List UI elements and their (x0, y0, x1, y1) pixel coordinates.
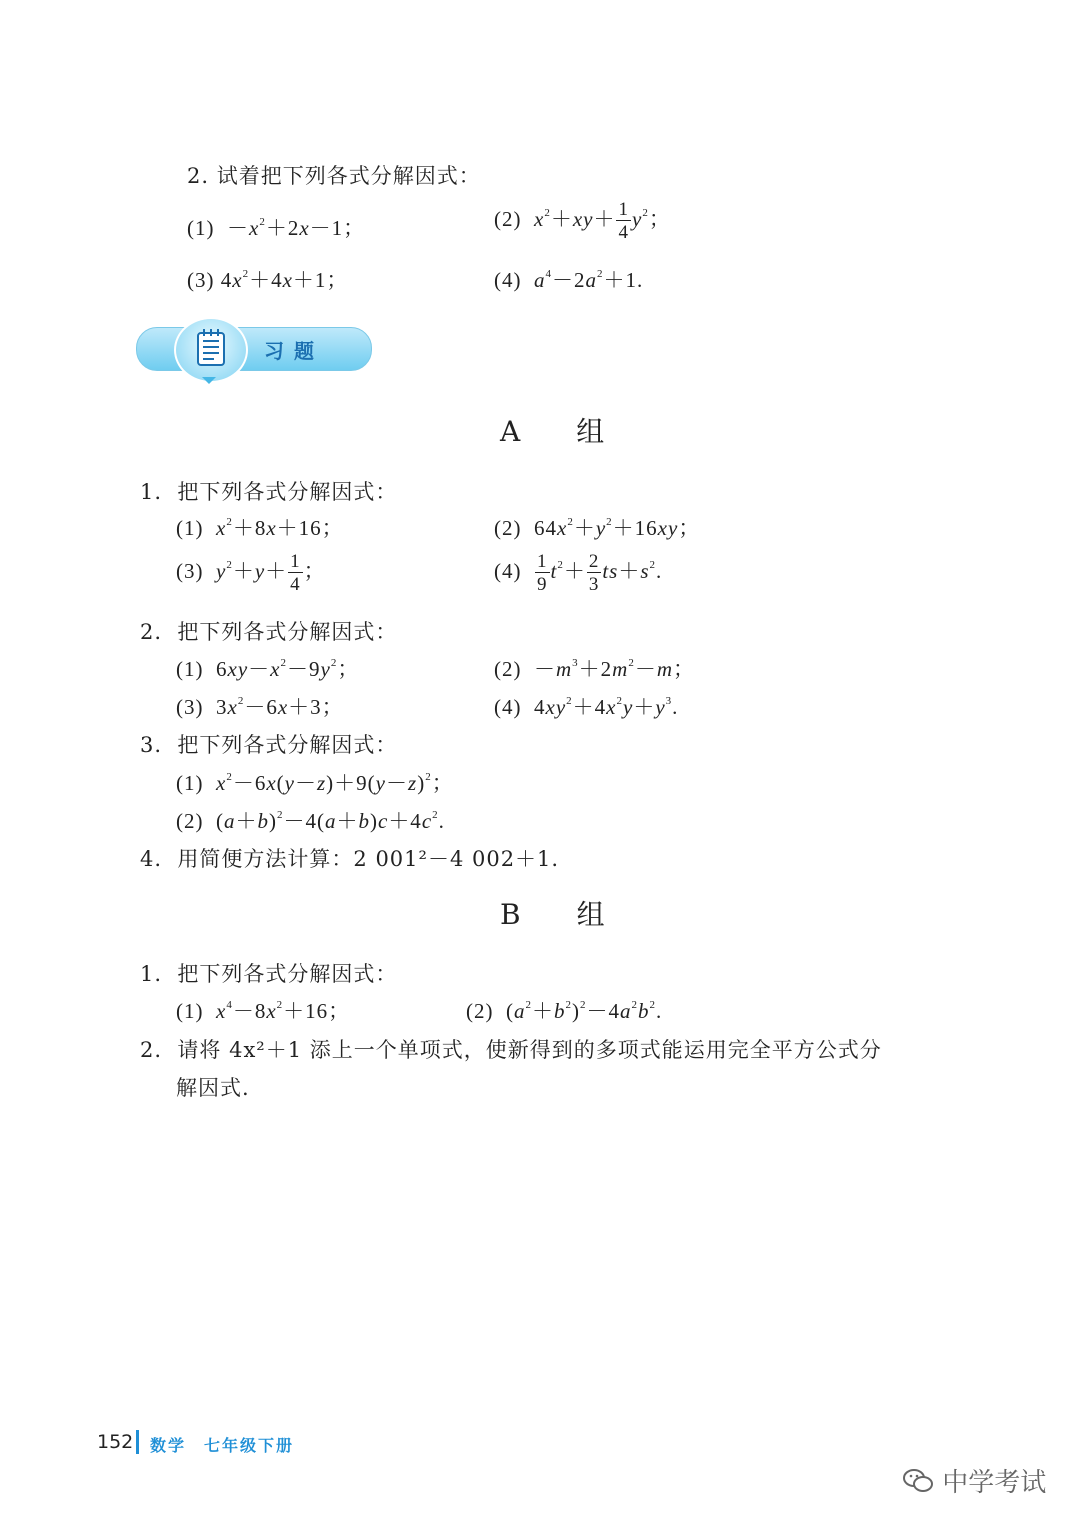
b-question-2-cont: 解因式. (176, 1076, 250, 1100)
banner-label: 习题 (264, 339, 324, 363)
b-question-2: 2. 请将 4x²＋1 添上一个单项式，使新得到的多项式能运用完全平方公式分 (140, 1038, 882, 1062)
intro-item-3: (3) $4x^2+4x+1$； (187, 268, 349, 292)
a2-item-4: (4) $4xy^2+4x^2y+y^3$. (494, 695, 679, 719)
intro-question: 2. 试着把下列各式分解因式： (187, 164, 481, 188)
a2-item-3: (3) $3x^2-6x+3$； (176, 695, 344, 719)
a2-item-1: (1) $6xy-x^2-9y^2$； (176, 657, 360, 681)
a3-item-2: (2) $(a+b)^2-4(a+b)c+4c^2$. (176, 809, 445, 833)
a1-item-2: (2) $64x^2+y^2+16xy$； (494, 516, 701, 540)
book-title: 数学 七年级下册 (150, 1436, 295, 1455)
group-b-title: B 组 (500, 898, 619, 931)
b-question-1: 1. 把下列各式分解因式： (140, 962, 398, 986)
a2-item-2: $(2) -m^3+2m^2-m$； (494, 657, 696, 681)
group-a-title: A 组 (500, 415, 619, 448)
a-question-3: 3. 把下列各式分解因式： (140, 733, 398, 757)
intro-item-1: $(1) -x^2+2x-1$； (187, 216, 366, 240)
a1-item-4: (4) $\frac{1}{9}$ $t^2+$ $\frac{2}{3}$ $ts+s^2$. (494, 551, 663, 595)
a-question-4: 4. 用简便方法计算：2 001²－4 002＋1. (140, 847, 560, 871)
intro-item-2: (2) $x^2+xy+$ $\frac{1}{4}$ $y^2$； (494, 199, 671, 243)
a-question-1: 1. 把下列各式分解因式： (140, 480, 398, 504)
banner-pointer (202, 377, 216, 384)
intro-item-4: (4) $a^4-2a^2+1$. (494, 268, 644, 292)
b1-item-2: (2) $(a^2+b^2)^2-4a^2b^2$. (466, 999, 663, 1023)
a-question-2: 2. 把下列各式分解因式： (140, 620, 398, 644)
wechat-icon (902, 1467, 934, 1495)
notepad-icon (174, 317, 248, 383)
banner-pill (136, 327, 372, 371)
watermark: 中学考试 (902, 1462, 1046, 1499)
a1-item-3: (3) $y^2+y+$ $\frac{1}{4}$ ； (176, 551, 326, 595)
footer-divider (136, 1430, 139, 1454)
exercise-banner (136, 317, 372, 379)
a3-item-1: (1) $x^2-6x(y-z)+9(y-z)^2$； (176, 771, 454, 795)
a1-item-1: (1) $x^2+8x+16$； (176, 516, 344, 540)
b1-item-1: (1) $x^4-8x^2+16$； (176, 999, 351, 1023)
page-number: 152 (97, 1431, 134, 1453)
